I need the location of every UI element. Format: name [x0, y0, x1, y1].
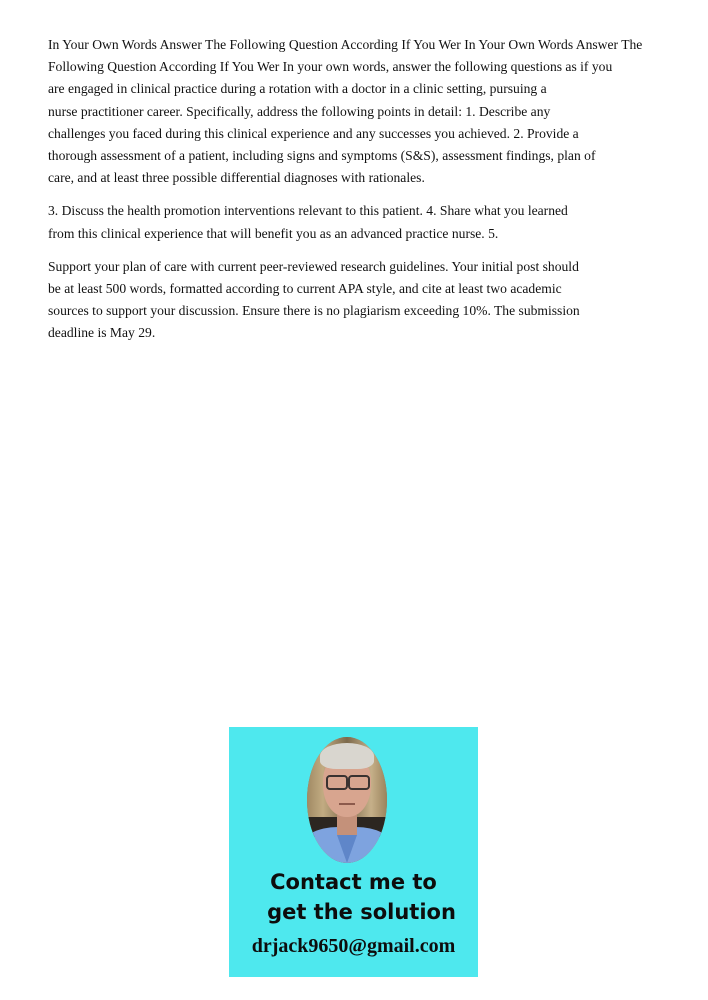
text-line: from this clinical experience that will benefit you as an advanced practice nurse. 5. — [48, 225, 499, 241]
contact-email-link[interactable]: drjack9650@gmail.com — [251, 935, 456, 957]
text-line: challenges you faced during this clinical experience and any successes you achieved. 2. Provide a — [48, 125, 579, 141]
ad-headline-line2: get the solution — [267, 900, 456, 924]
person-portrait-icon — [307, 737, 387, 863]
text-line: be at least 500 words, formatted according to current APA style, and cite at least two academic — [48, 281, 562, 297]
text-line: deadline is May 29. — [48, 325, 156, 341]
paragraph-prompt — [48, 34, 698, 189]
text-line: thorough assessment of a patient, including signs and symptoms (S&S), assessment findings, plan of — [48, 148, 596, 164]
text-line: 3. Discuss the health promotion interventions relevant to this patient. 4. Share what you learned — [48, 203, 568, 219]
text-line: In Your Own Words Answer The Following Question According If You Wer In Your Own Words Answer The — [48, 37, 643, 52]
text-line: Following Question According If You Wer In your own words, answer the following questions as if you — [48, 59, 613, 75]
contact-ad-banner[interactable] — [229, 727, 478, 977]
ad-headline-line1: Contact me to — [270, 870, 437, 894]
portrait-neck — [337, 815, 357, 835]
document-body — [48, 34, 698, 356]
text-line: Support your plan of care with current peer-reviewed research guidelines. Your initial post should — [48, 258, 579, 274]
text-line: nurse practitioner career. Specifically, address the following points in detail: 1. Describe any — [48, 103, 551, 119]
portrait-mouth — [339, 803, 355, 805]
glasses-icon — [348, 775, 370, 790]
glasses-icon — [326, 775, 348, 790]
text-line: care, and at least three possible differential diagnoses with rationales. — [48, 170, 425, 186]
paragraph-health-promotion — [48, 200, 698, 244]
paragraph-requirements — [48, 256, 698, 345]
text-line: sources to support your discussion. Ensure there is no plagiarism exceeding 10%. The submission — [48, 303, 580, 319]
text-line: are engaged in clinical practice during a rotation with a doctor in a clinic setting, pursuing a — [48, 81, 547, 97]
portrait-hair — [320, 743, 374, 769]
